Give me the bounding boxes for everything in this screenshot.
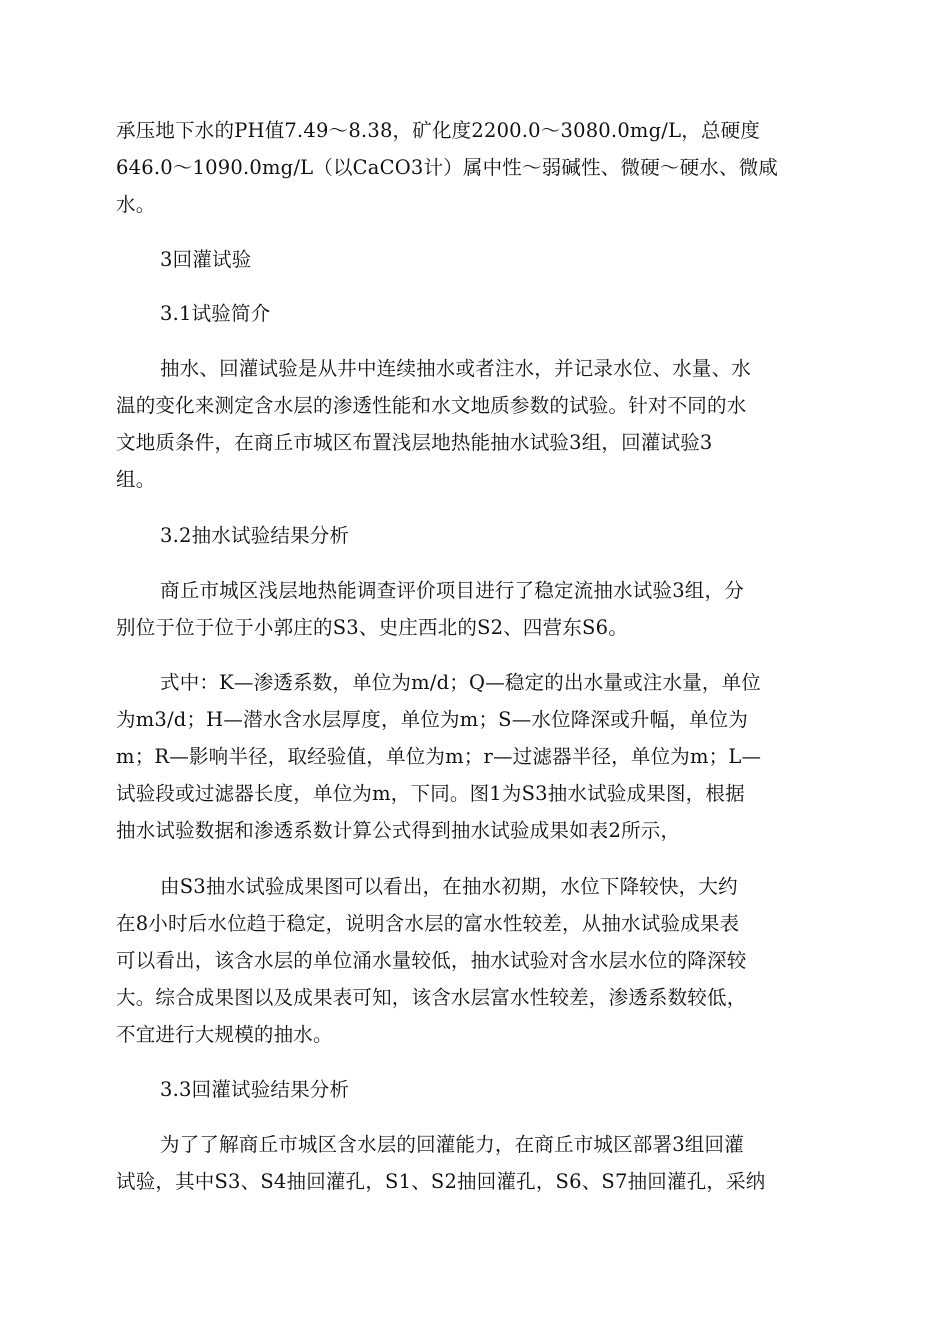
paragraph-line: 不宜进行大规模的抽水。: [116, 1023, 333, 1046]
paragraph-line: 可以看出，该含水层的单位涌水量较低，抽水试验对含水层水位的降深较: [116, 949, 747, 972]
paragraph-line: 大。综合成果图以及成果表可知，该含水层富水性较差，渗透系数较低，: [116, 986, 747, 1009]
paragraph-line: 承压地下水的PH值7.49～8.38，矿化度2200.0～3080.0mg/L，总硬度: [116, 119, 761, 142]
paragraph-line: 水。: [116, 193, 156, 216]
subsection-heading: 3.1试验简介: [160, 302, 271, 325]
subsection-heading: 3.3回灌试验结果分析: [160, 1078, 350, 1101]
paragraph-line: 文地质条件，在商丘市城区布置浅层地热能抽水试验3组，回灌试验3: [116, 431, 713, 454]
subsection-heading: 3.2抽水试验结果分析: [160, 524, 350, 547]
paragraph-line: 温的变化来测定含水层的渗透性能和水文地质参数的试验。针对不同的水: [116, 394, 747, 417]
paragraph-line: 在8小时后水位趋于稳定，说明含水层的富水性较差，从抽水试验成果表: [116, 912, 740, 935]
paragraph-line: 抽水、回灌试验是从井中连续抽水或者注水，并记录水位、水量、水: [160, 357, 752, 380]
paragraph-line: 646.0～1090.0mg/L（以CaCO3计）属中性～弱碱性、微硬～硬水、微咸: [116, 156, 779, 179]
paragraph-line: 试验段或过滤器长度，单位为m，下同。图1为S3抽水试验成果图，根据: [116, 782, 745, 805]
paragraph-line: 商丘市城区浅层地热能调查评价项目进行了稳定流抽水试验3组，分: [160, 579, 744, 602]
paragraph-line: 为了了解商丘市城区含水层的回灌能力，在商丘市城区部署3组回灌: [160, 1133, 744, 1156]
paragraph-line: 别位于位于位于小郭庄的S3、史庄西北的S2、四营东S6。: [116, 616, 628, 639]
paragraph-line: 式中：K—渗透系数，单位为m/d；Q—稳定的出水量或注水量，单位: [160, 671, 761, 694]
paragraph-line: m；R—影响半径，取经验值，单位为m；r—过滤器半径，单位为m；L—: [116, 745, 762, 768]
paragraph-line: 组。: [116, 468, 156, 491]
section-heading: 3回灌试验: [160, 248, 252, 271]
paragraph-line: 试验，其中S3、S4抽回灌孔，S1、S2抽回灌孔，S6、S7抽回灌孔，采纳: [116, 1170, 766, 1193]
paragraph-line: 抽水试验数据和渗透系数计算公式得到抽水试验成果如表2所示，: [116, 819, 681, 842]
paragraph-line: 由S3抽水试验成果图可以看出，在抽水初期，水位下降较快，大约: [160, 875, 738, 898]
paragraph-line: 为m3/d；H—潜水含水层厚度，单位为m；S—水位降深或升幅，单位为: [116, 708, 749, 731]
